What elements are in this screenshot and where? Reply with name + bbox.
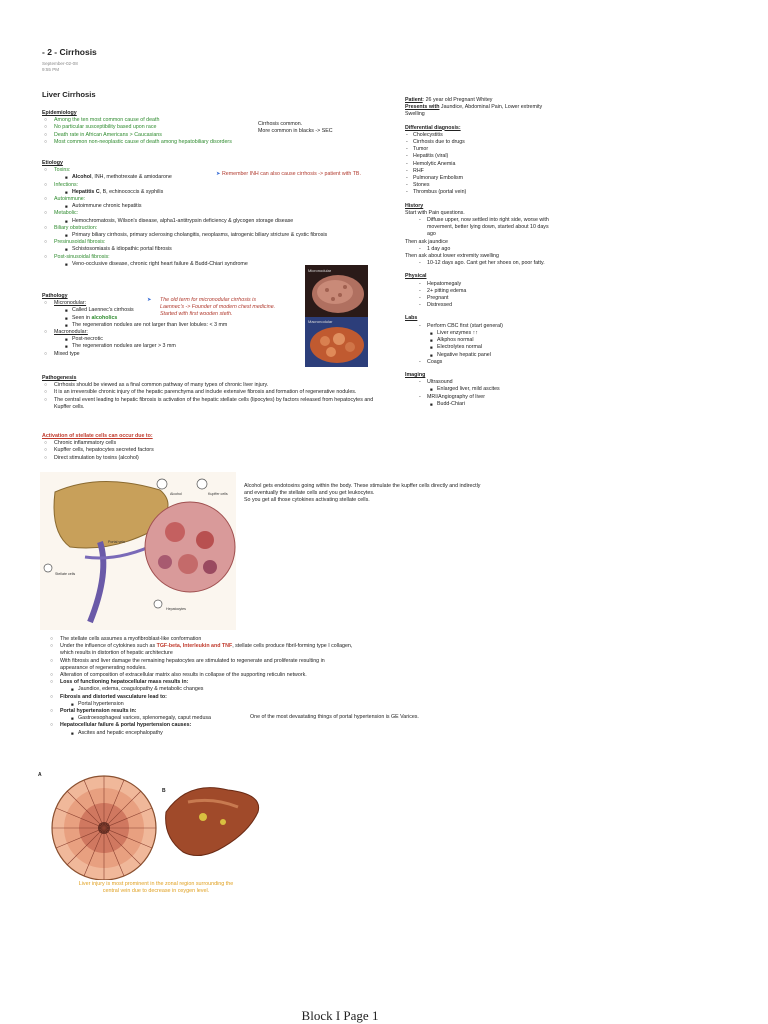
list-item: ○ Portal hypertension results in: <box>48 708 398 715</box>
labs-heading: Labs <box>405 315 418 322</box>
list-item: ○ Direct stimulation by toxins (alcohol) <box>42 455 342 462</box>
list-item: ■ Primary biliary cirrhosis, primary sclerosing cholangitis, neoplasms, iatrogenic biliary stricture & cystic fibrosis <box>42 232 372 239</box>
list-item: ○ No particular susceptibility based upon race <box>42 124 392 131</box>
page-footer: Block I Page 1 <box>301 1008 379 1023</box>
imaging-heading: Imaging <box>405 371 426 378</box>
etiology-heading: Etiology <box>42 160 63 166</box>
lobule-zones-icon <box>38 772 274 880</box>
text: Then ask about lower extremity swelling <box>405 253 499 260</box>
note-line: and eventually the stellate cells and you get leukocytes. <box>244 490 375 497</box>
photo-label: Macronodular <box>308 319 333 324</box>
pathology-note <box>147 297 300 319</box>
pathogenesis-heading: Pathogenesis <box>42 375 77 381</box>
list-item: ○ Metabolic: <box>42 210 372 217</box>
list-item: ○ Post-sinusoidal fibrosis: <box>42 254 372 261</box>
page-title: - 2 - Cirrhosis <box>42 47 97 57</box>
list-item: ○ Hepatocellular failure & portal hypertension causes: <box>48 722 398 729</box>
list-item: ■ Jaundice, edema, coagulopathy & metabolic changes <box>48 686 398 693</box>
note-text: Remember INH can also cause cirrhosis -> patient with TB. <box>221 171 361 177</box>
patient-case <box>405 97 550 408</box>
text: Start with Pain questions. <box>405 209 465 216</box>
list-item: ■ Called Laennec's cirrhosis <box>42 307 302 314</box>
text: Macronodular: <box>54 329 88 336</box>
zonal-injury-diagram <box>38 772 274 880</box>
list-item: ■ Gastroesophageal varices, splenomegaly, caput medusa <box>48 715 398 722</box>
photo-label: Micronodular <box>308 268 332 273</box>
diagram-label: Hepatocytes <box>166 607 186 611</box>
highlight-text: alcoholics <box>91 314 118 321</box>
highlight-text: TGF-beta, Interleukin and TNF <box>156 643 233 650</box>
patient-line <box>405 97 550 104</box>
list-item: - Cholecystitis <box>405 132 550 139</box>
list-item: ■ Portal hypertension <box>48 701 398 708</box>
history-heading: History <box>405 202 424 209</box>
note-line: Alcohol gets endotoxins going within the body. These stimulate the kupffer cells directly and indirectly <box>244 483 481 489</box>
list-item: ■ Electrolytes normal <box>405 344 550 351</box>
list-item: ■ Alkphos normal <box>405 337 550 344</box>
activation-section <box>42 433 342 462</box>
macronodular-photo <box>305 317 368 367</box>
list-item: ○ Cirrhosis should be viewed as a final common pathway of many types of chronic liver injury. <box>42 382 387 389</box>
list-item: which results in distortion of hepatic architecture <box>60 650 173 657</box>
list-item: - MRI/Angiography of liver <box>405 394 550 401</box>
list-item: ○ Biliary obstruction: <box>42 225 372 232</box>
list-item: ○ Mixed type <box>42 351 302 358</box>
note-line: Started with first wooden steth. <box>160 311 233 318</box>
list-item: ○ The stellate cells assumes a myofibroblast-like conformation <box>48 636 398 643</box>
list-item: - Ultrasound <box>405 379 550 386</box>
activation-heading: Activation of stellate cells can occur due to: <box>42 433 153 439</box>
list-item: - Hepatomegaly <box>405 281 550 288</box>
note-date: September-02-08 <box>42 61 78 66</box>
presents-line <box>405 104 550 118</box>
list-item: - Pulmonary Embolism <box>405 175 550 182</box>
text: Then ask jaundice <box>405 238 448 245</box>
pin-icon: ➤ <box>147 297 152 303</box>
micronodular-photo <box>305 265 368 317</box>
pathogenesis-section <box>42 375 387 411</box>
note-line: The old term for micronodular cirrhosis is <box>160 297 256 303</box>
list-item: - 1 day ago <box>405 246 550 253</box>
note-time: 9:55 PM <box>42 67 60 72</box>
liver-photo-icon <box>305 317 368 367</box>
list-item: - Coags <box>405 359 550 366</box>
list-item: ■ Post-necrotic <box>42 336 302 343</box>
list-item: ○ Alteration of composition of extracellular matrix also results in collapse of the supporting reticulin network. <box>48 672 398 679</box>
side-note-line: Cirrhosis common. <box>258 121 303 127</box>
bold-text: Hepatitis C <box>72 188 100 195</box>
pin-icon: ➤ <box>216 171 221 177</box>
list-item: ■ Liver enzymes ↑↑ <box>405 330 550 337</box>
bold-text: Alcohol <box>72 174 92 181</box>
list-item: ■ Budd-Chiari <box>405 401 550 408</box>
list-item: - Hemolytic Anemia <box>405 161 550 168</box>
list-item: ○ Loss of functioning hepatocellular mass results in: <box>48 679 398 686</box>
list-item: - Perform CBC first (start general) <box>405 323 550 330</box>
zonal-caption <box>38 881 274 895</box>
list-item: ○ Infections: <box>42 182 372 189</box>
note-header <box>42 47 97 72</box>
side-note-line: More common in blacks -> SEC <box>258 128 333 135</box>
list-item: ■ Ascites and hepatic encephalopathy <box>48 730 398 737</box>
list-item: ■ Enlarged liver, mild ascites <box>405 386 550 393</box>
list-item: ○ Most common non-neoplastic cause of death among hepatobiliary disorders <box>42 139 392 146</box>
note-line: Laennec's -> Founder of modern chest medicine. <box>160 304 276 311</box>
text: Micronodular: <box>54 300 87 307</box>
list-item: ○ Presinusoidal fibrosis: <box>42 239 372 246</box>
epidemiology-section <box>42 110 392 146</box>
list-item: - Hepatitis (viral) <box>405 153 550 160</box>
list-item: - RHF <box>405 168 550 175</box>
list-item: ○ Autoimmune: <box>42 196 372 203</box>
list-item: appearance of regenerating nodules. <box>60 664 147 671</box>
list-item: ■ Negative hepatic panel <box>405 352 550 359</box>
mechanism-section <box>48 636 398 737</box>
list-item <box>48 643 398 650</box>
list-item <box>42 189 372 196</box>
list-item: ■ Hemochromatosis, Wilson's disease, alpha1-antitrypsin deficiency & glycogen storage disease <box>42 218 372 225</box>
diagram-label: B <box>162 788 166 794</box>
physical-heading: Physical <box>405 273 427 280</box>
text: Seen in <box>72 314 92 321</box>
list-item: ○ The central event leading to hepatic fibrosis is activation of the hepatic stellate cells (lipocytes) by factors released from hepatocytes and Kupffer cells. <box>42 397 387 411</box>
list-item: ■ Schistosomiasis & idiopathic portal fibrosis <box>42 246 372 253</box>
list-item: ○ Death rate in African Americans > Caucasians <box>42 132 392 139</box>
text: Jaundice, Abdominal Pain, Lower extremity Swelling <box>405 104 543 118</box>
ddx-heading: Differential diagnosis: <box>405 124 461 131</box>
text: Under the influence of cytokines such as <box>60 643 157 650</box>
list-item: ○ Chronic inflammatory cells <box>42 440 342 447</box>
list-item: ○ Among the ten most common cause of death <box>42 117 392 124</box>
label: Patient <box>405 97 423 103</box>
list-item: ■ The regeneration nodules are not larger than liver lobules: < 3 mm <box>42 322 302 329</box>
alcohol-note <box>244 483 534 505</box>
list-item: - Tumor <box>405 146 550 153</box>
diagram-label: Alcohol <box>170 492 182 496</box>
main-heading: Liver Cirrhosis <box>42 90 96 99</box>
text: : 26 year old Pregnant Whitey <box>422 97 493 103</box>
list-item: - Pregnant <box>405 295 550 302</box>
list-item <box>42 329 302 336</box>
label: Presents with <box>405 104 440 111</box>
text: , INH, methotrexate & amiodarone <box>91 174 172 181</box>
stellate-activation-diagram <box>40 472 236 630</box>
epidemiology-side-note <box>258 121 333 135</box>
list-item: - 10-12 days ago. Cant get her shoes on, poor fatty. <box>405 260 550 267</box>
text: , stellate cells produce fibril-forming type I collagen, <box>232 643 353 650</box>
pathology-heading: Pathology <box>42 293 68 299</box>
note-line: So you get all those cytokines activating stellate cells. <box>244 497 370 504</box>
caption-line: Liver injury is most prominent in the zonal region surrounding the <box>78 881 234 887</box>
list-item: - Stones <box>405 182 550 189</box>
etiology-note <box>216 171 361 178</box>
list-item: - Thrombus (portal vein) <box>405 189 550 196</box>
list-item: - Distressed <box>405 302 550 309</box>
list-item: ■ The regeneration nodules are larger > 3 mm <box>42 343 302 350</box>
list-item: ○ Kupffer cells, hepatocytes secreted factors <box>42 447 342 454</box>
list-item: ■ Autoimmune chronic hepatitis <box>42 203 372 210</box>
diagram-label: Stellate cells <box>55 572 76 576</box>
list-item: ○ With fibrosis and liver damage the remaining hepatocytes are stimulated to regenerate and proliferate resulting in <box>48 658 398 665</box>
list-item: - Cirrhosis due to drugs <box>405 139 550 146</box>
list-item: - Diffuse upper, now settled into right side, worse with movement, better lying down, started about 10 days ago <box>405 217 550 239</box>
varices-note: One of the most devastating things of portal hypertension is GE Varices. <box>250 714 419 720</box>
list-item: ■ Veno-occlusive disease, chronic right heart failure & Budd-Chiari syndrome <box>42 261 372 268</box>
diagram-label: A <box>38 772 42 778</box>
list-item: ○ It is an irreversible chronic injury of the hepatic parenchyma and include extensive fibrosis and formation of regenerative nodules. <box>42 389 387 396</box>
diagram-label: Portal vein <box>108 540 125 544</box>
list-item: ○ Fibrosis and distorted vasculature lead to: <box>48 694 398 701</box>
caption-line: central vein due to decrease in oxygen level. <box>102 888 210 894</box>
epidemiology-heading: Epidemiology <box>42 110 77 116</box>
list-item: ○ Toxins: <box>42 167 372 174</box>
text: , B, echinococcis & syphilis <box>99 188 164 195</box>
list-item: - 2+ pitting edema <box>405 288 550 295</box>
diagram-label: Kupffer cells <box>208 492 228 496</box>
